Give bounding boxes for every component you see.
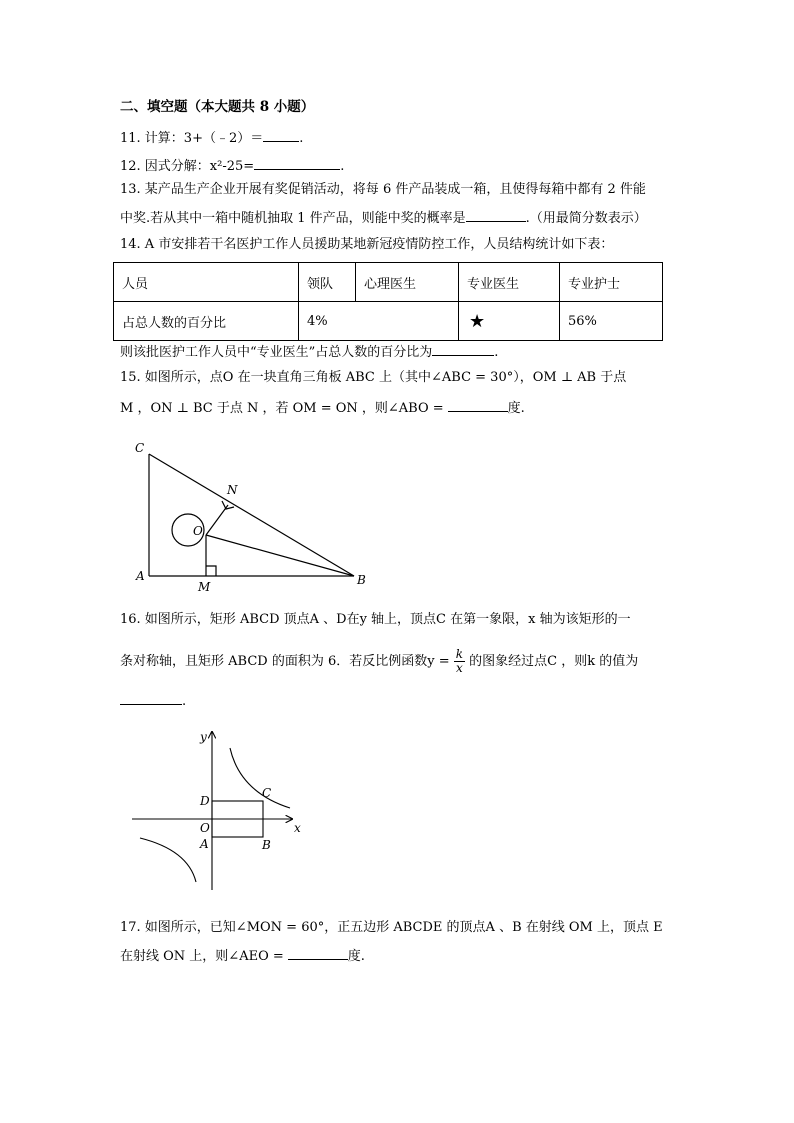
q16-end: .	[182, 694, 187, 709]
label-c: C	[135, 441, 145, 455]
q11-answer-blank[interactable]	[263, 127, 299, 142]
right-angle-m	[206, 566, 216, 576]
q16-line2-b: 的图象经过点C ，则k 的值为	[469, 654, 639, 669]
edge-cb	[149, 454, 354, 576]
q15-line2-text: M ，ON ⊥ BC 于点 N ，若 OM = ON ，则∠ABO =	[120, 401, 444, 416]
question-15-line2	[120, 397, 525, 419]
q15-answer-blank[interactable]	[448, 397, 508, 412]
q14-end: .	[494, 345, 499, 360]
right-angle-n	[222, 501, 234, 509]
question-14-ask	[120, 341, 498, 363]
label-b: B	[262, 838, 271, 852]
table-header-cell: 专业护士	[560, 263, 663, 302]
staff-structure-table	[113, 262, 663, 341]
label-o: O	[200, 821, 210, 835]
q13-line2-end: .（用最简分数表示）	[525, 211, 647, 226]
table-header-cell: 专业医生	[459, 263, 560, 302]
table-row-label: 占总人数的百分比	[114, 302, 299, 341]
rectangle-abcd	[212, 801, 263, 837]
hyperbola-branch-3	[140, 838, 196, 882]
label-d: D	[200, 794, 210, 808]
question-12	[120, 155, 344, 177]
q12-answer-blank[interactable]	[254, 155, 340, 170]
table-header-cell: 心理医生	[356, 263, 459, 302]
q17-line2-end: 度.	[347, 949, 365, 964]
label-b: B	[357, 573, 366, 587]
fraction-denominator: x	[455, 661, 463, 675]
axis-label-x: x	[294, 821, 301, 835]
circle-o	[172, 514, 204, 546]
star-icon: ★	[459, 302, 560, 341]
question-16-line2	[120, 648, 638, 675]
q11-end: .	[299, 131, 304, 146]
section-title: 二、填空题（本大题共 8 小题）	[120, 99, 315, 115]
question-11	[120, 127, 303, 149]
q14-intro: 14. A 市安排若干名医护工作人员援助某地新冠疫情防控工作，人员结构统计如下表：	[120, 237, 614, 252]
q12-text: 12. 因式分解：x²-25=	[120, 159, 255, 174]
q16-line2-a: 条对称轴，且矩形 ABCD 的面积为 6．若反比例函数y =	[120, 654, 450, 669]
q14-answer-blank[interactable]	[432, 341, 494, 356]
label-a: A	[136, 569, 145, 583]
label-c: C	[262, 786, 272, 800]
question-17-line2	[120, 945, 365, 967]
label-n: N	[227, 483, 238, 497]
fraction-k-over-x	[454, 648, 465, 675]
table-row	[114, 302, 663, 341]
q15-line2-end: 度.	[507, 401, 525, 416]
fraction-numerator: k	[455, 647, 464, 661]
question-16-line3	[120, 690, 186, 712]
q15-line1: 15. 如图所示，点O 在一块直角三角板 ABC 上（其中∠ABC = 30°），OM ⊥ AB 于点	[120, 370, 627, 385]
q13-line1: 13. 某产品生产企业开展有奖促销活动，将每 6 件产品装成一箱，且使得每箱中都有 2 件能	[120, 182, 646, 197]
table-cell: 4%	[299, 302, 459, 341]
q17-line1: 17. 如图所示，已知∠MON = 60°，正五边形 ABCDE 的顶点A 、B 在射线 OM 上，顶点 E	[120, 920, 663, 935]
q14-question: 则该批医护工作人员中“专业医生”占总人数的百分比为	[120, 345, 433, 360]
hyperbola-branch-1	[230, 748, 290, 808]
segment-on	[206, 505, 228, 535]
label-a: A	[200, 837, 209, 851]
label-o: O	[193, 524, 203, 538]
q13-answer-blank[interactable]	[466, 207, 526, 222]
axis-label-y: y	[200, 730, 207, 744]
table-header-cell: 人员	[114, 263, 299, 302]
segment-ob	[206, 535, 354, 576]
question-13-line2	[120, 207, 647, 229]
q12-end: .	[340, 159, 345, 174]
table-cell: 56%	[560, 302, 663, 341]
q17-answer-blank[interactable]	[288, 945, 348, 960]
q17-line2-text: 在射线 ON 上，则∠AEO =	[120, 949, 284, 964]
q16-line1: 16. 如图所示，矩形 ABCD 顶点A 、D在y 轴上，顶点C 在第一象限，x 轴为该矩形的一	[120, 612, 631, 627]
q13-line2-text: 中奖.若从其中一箱中随机抽取 1 件产品，则能中奖的概率是	[120, 211, 466, 226]
table-header-cell: 领队	[299, 263, 356, 302]
label-m: M	[198, 580, 211, 594]
q16-answer-blank[interactable]	[120, 690, 182, 705]
table-header-row	[114, 263, 663, 302]
q11-text: 11. 计算：3+（﹣2）＝	[120, 131, 264, 146]
